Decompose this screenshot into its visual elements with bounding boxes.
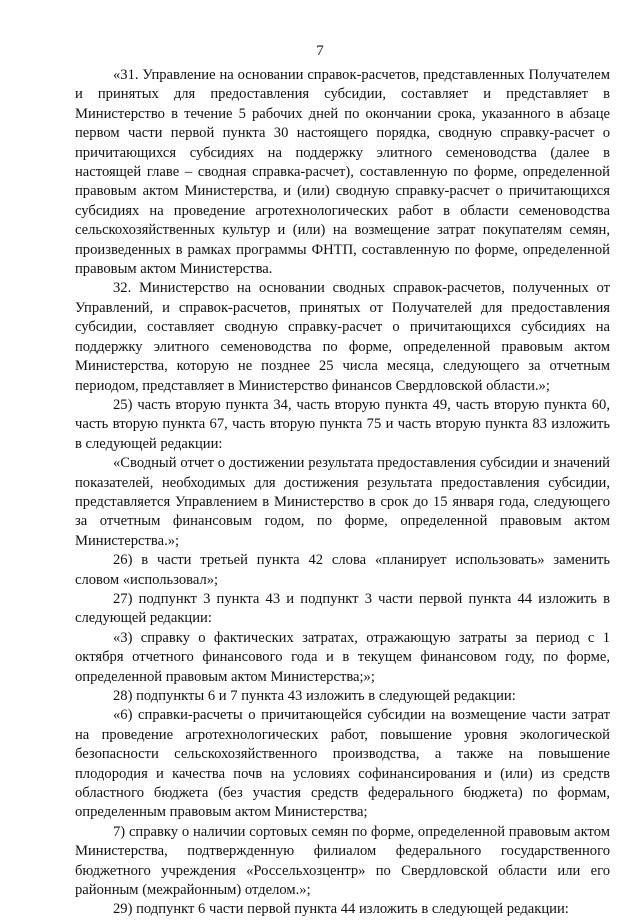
paragraph-subitem-3-text: «3) справку о фактических затратах, отражающую затраты за период с 1 октября отчетного финансового года и в текущем финансовом году, по форме, определенной правовым актом Министерства;»; xyxy=(75,629,610,685)
paragraph-subitem-7-text: 7) справку о наличии сортовых семян по форме, определенной правовым актом Министерства, подтвержденную филиалом федерального государственного бюджетного учреждения «Россельхозцентр» по Свердловской области или его районным (межрайонным) отделом.»; xyxy=(75,823,610,899)
paragraph-amendment-26: 26) в части третьей пункта 42 слова «планирует использовать» заменить словом «использовал»; xyxy=(75,552,610,588)
paragraph-amendment-29: 29) подпункт 6 части первой пункта 44 изложить в следующей редакции: xyxy=(113,901,569,918)
paragraph-amendment-27: 27) подпункт 3 пункта 43 и подпункт 3 части первой пункта 44 изложить в следующей редакции: xyxy=(75,590,610,627)
paragraph-amendment-28: 28) подпункты 6 и 7 пункта 43 изложить в следующей редакции: xyxy=(113,688,516,704)
paragraph-item-32: 32. Министерство на основании сводных справок-расчетов, полученных от Управлений, и справок-расчетов, принятых от Получателей для предоставления субсидии, составляет сводную справку-расчет о причитающихся субсидиях на поддержку элитного семеноводства по форме, определенной правовым актом Министерства, которую не позднее 25 числа месяца, следующего за отчетным периодом, представляет в Министерство финансов Свердловской области.»; xyxy=(75,280,610,394)
document-body xyxy=(75,66,610,920)
paragraph-summary-report-text: «Сводный отчет о достижении результата предоставления субсидии и значений показателей, необходимых для достижения результата предоставления субсидии, представляется Управлением в Министерство в срок до 15 января года, следующего за отчетным финансовым годом, по форме, определенной правовым актом Министерства.»; xyxy=(75,455,610,549)
paragraph-subitem-6-text: «6) справки-расчеты о причитающейся субсидии на возмещение части затрат на проведение агротехнологических работ, повышение уровня экологической безопасности сельскохозяйственного производства, а также на повышение плодородия и качества почв на условиях софинансирования и (или) из средств областного бюджета (без участия средств федерального бюджета) по формам, определенным правовым актом Министерства; xyxy=(75,707,610,821)
paragraph-item-31: «31. Управление на основании справок-расчетов, представленных Получателем и принятых для предоставления субсидии, составляет и представляет в Министерство в течение 5 рабочих дней по окончании срока, указанного в абзаце первом части первой пункта 30 настоящего порядка, сводную справку-расчет о причитающихся субсидиях на поддержку элитного семеноводства (далее в настоящей главе – сводная справка-расчет), составленную по форме, определенной правовым актом Министерства, и (или) сводную справку-расчет о причитающихся субсидиях на проведение агротехнологических работ в области семеноводства сельскохозяйственных культур и (или) на возмещение затрат покупателям семян, произведенных в рамках программы ФНТП, составленную по форме, определенной правовым актом Министерства. xyxy=(75,67,610,278)
page-number: 7 xyxy=(316,43,324,59)
paragraph-amendment-25: 25) часть вторую пункта 34, часть вторую пункта 49, часть вторую пункта 60, часть вторую пункта 67, часть вторую пункта 75 и часть вторую пункта 83 изложить в следующей редакции: xyxy=(75,396,610,452)
